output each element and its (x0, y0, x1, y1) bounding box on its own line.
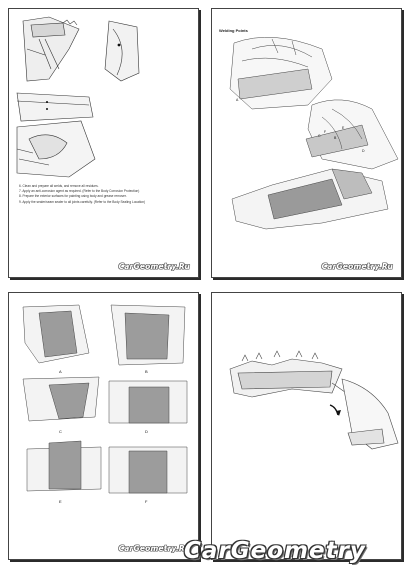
manual-page-1 (8, 8, 199, 278)
page-1-illustrations (9, 9, 199, 278)
view-label-c: C (59, 429, 62, 434)
watermark-small: CarGeometry.Ru (118, 544, 190, 553)
procedure-steps (19, 184, 194, 205)
view-label-b: B (145, 369, 148, 374)
page-4-illustrations (212, 293, 402, 560)
callout-d: D (362, 149, 365, 153)
arrow-icon (330, 405, 338, 415)
watermark-small: CarGeometry.Ru (118, 262, 190, 271)
manual-page-3 (8, 292, 199, 560)
manual-page-4 (211, 292, 402, 560)
watermark-small: CarGeometry.Ru (321, 262, 393, 271)
view-label-e: E (59, 499, 62, 504)
view-label-f: F (145, 499, 148, 504)
step-7: 7. Apply an anti-corrosion agent as required. (Refer to the Body Corrosion Protection) (19, 189, 140, 194)
callout-c: C (318, 134, 321, 138)
callout-e: E (342, 126, 345, 130)
callout-a-1: A (236, 98, 239, 102)
step-6: 6. Clean and prepare all welds, and remove all residues. (19, 184, 99, 188)
page-3-illustrations (9, 293, 199, 560)
callout-b: B (334, 136, 337, 140)
manual-page-2 (211, 8, 402, 278)
view-label-a: A (59, 369, 62, 374)
section-title: Welding Points (219, 28, 248, 33)
page-2-illustrations (212, 9, 402, 278)
step-9: 9. Apply the sealer/seam sealer to all joints carefully. (Refer to the Body Sealing Location) (19, 199, 146, 204)
step-8: 8. Prepare the exterior surfaces for painting using body and grease remover. (19, 194, 127, 199)
view-label-d: D (145, 429, 148, 434)
watermark-large: CarGeometry (184, 538, 366, 564)
callout-f: F (324, 130, 327, 134)
